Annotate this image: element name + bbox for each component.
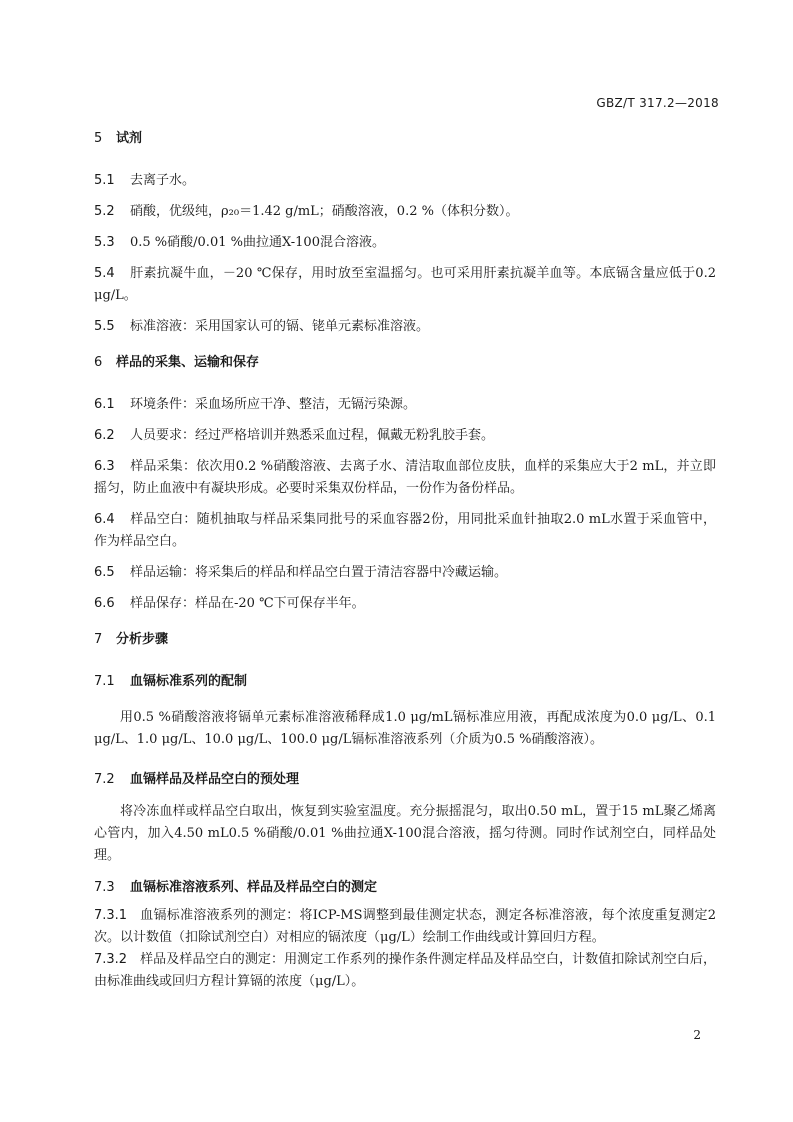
- page-number: 2: [693, 1028, 701, 1042]
- subsection-title: 血镉标准溶液系列、样品及样品空白的测定: [130, 880, 378, 895]
- section-title: 样品的采集、运输和保存: [116, 355, 260, 370]
- section-6-heading: [94, 352, 716, 374]
- clause-6-2: [94, 425, 716, 447]
- clause-number: 5.5: [94, 319, 115, 334]
- clause-5-5: [94, 316, 716, 338]
- document-body: [94, 128, 716, 993]
- clause-number: 6.4: [94, 512, 115, 527]
- clause-number: 7.3.2: [94, 952, 128, 967]
- clause-text: 样品及样品空白的测定：用测定工作系列的操作条件测定样品及样品空白，计数值扣除试剂空白后，由标准曲线或回归方程计算镉的浓度（μg/L）。: [94, 952, 716, 989]
- clause-text: 标准溶液：采用国家认可的镉、铑单元素标准溶液。: [130, 319, 430, 334]
- clause-text: 人员要求：经过严格培训并熟悉采血过程，佩戴无粉乳胶手套。: [130, 428, 495, 443]
- clause-number: 6.5: [94, 565, 115, 580]
- clause-7-3-2: [94, 949, 716, 993]
- clause-number: 6.1: [94, 397, 115, 412]
- subsection-number: 7.2: [94, 772, 115, 787]
- section-7-heading: [94, 629, 716, 651]
- clause-text: 样品空白：随机抽取与样品采集同批号的采血容器2份，用同批采血针抽取2.0 mL水置于采血管中，作为样品空白。: [94, 512, 716, 549]
- paragraph-7-2: 将冷冻血样或样品空白取出，恢复到实验室温度。充分振摇混匀，取出0.50 mL，置于15 mL聚乙烯离心管内，加入4.50 mL0.5 %硝酸/0.01 %曲拉通X-100混合溶液，摇匀待测。同时作试剂空白，同样品处理。: [94, 804, 716, 863]
- clause-6-5: [94, 562, 716, 584]
- clause-text: 样品采集：依次用0.2 %硝酸溶液、去离子水、清洁取血部位皮肤，血样的采集应大于2 mL，并立即摇匀，防止血液中有凝块形成。必要时采集双份样品，一份作为备份样品。: [94, 459, 716, 496]
- section-number: 7: [94, 632, 103, 647]
- clause-text: 环境条件：采血场所应干净、整洁，无镉污染源。: [130, 397, 417, 412]
- subsection-7-3-heading: [94, 877, 716, 899]
- clause-6-4: [94, 509, 716, 553]
- clause-number: 6.6: [94, 596, 115, 611]
- clause-text: 硝酸，优级纯，ρ₂₀＝1.42 g/mL；硝酸溶液，0.2 %（体积分数）。: [130, 204, 519, 219]
- clause-text: 样品运输：将采集后的样品和样品空白置于清洁容器中冷藏运输。: [130, 565, 508, 580]
- clause-number: 5.1: [94, 173, 115, 188]
- clause-5-2: [94, 201, 716, 223]
- clause-number: 6.2: [94, 428, 115, 443]
- subsection-title: 血镉标准系列的配制: [130, 674, 248, 689]
- subsection-7-2-heading: [94, 769, 716, 791]
- paragraph-7-1: 用0.5 %硝酸溶液将镉单元素标准溶液稀释成1.0 μg/mL镉标准应用液，再配成浓度为0.0 μg/L、0.1 μg/L、1.0 μg/L、10.0 μg/L、100.0 μg/L镉标准溶液系列（介质为0.5 %硝酸溶液）。: [94, 710, 716, 747]
- clause-6-6: [94, 593, 716, 615]
- clause-number: 5.2: [94, 204, 115, 219]
- clause-text: 样品保存：样品在-20 ℃下可保存半年。: [130, 596, 365, 611]
- clause-number: 6.3: [94, 459, 115, 474]
- clause-6-3: [94, 456, 716, 500]
- section-number: 5: [94, 131, 103, 146]
- clause-text: 去离子水。: [130, 173, 196, 188]
- subsection-number: 7.3: [94, 880, 115, 895]
- clause-5-4: [94, 263, 716, 307]
- subsection-7-1-heading: [94, 671, 716, 693]
- clause-text: 肝素抗凝牛血，－20 ℃保存，用时放至室温摇匀。也可采用肝素抗凝羊血等。本底镉含量应低于0.2 μg/L。: [94, 266, 716, 303]
- clause-7-3-1: [94, 905, 716, 949]
- section-5-heading: [94, 128, 716, 150]
- clause-number: 7.3.1: [94, 908, 128, 923]
- section-title: 分析步骤: [116, 632, 169, 647]
- clause-text: 0.5 %硝酸/0.01 %曲拉通X-100混合溶液。: [130, 235, 385, 250]
- clause-text: 血镉标准溶液系列的测定：将ICP-MS调整到最佳测定状态，测定各标准溶液，每个浓度重复测定2次。以计数值（扣除试剂空白）对相应的镉浓度（μg/L）绘制工作曲线或计算回归方程。: [94, 908, 716, 945]
- section-number: 6: [94, 355, 103, 370]
- clause-5-1: [94, 170, 716, 192]
- section-title: 试剂: [116, 131, 143, 146]
- clause-number: 5.4: [94, 266, 115, 281]
- standard-code: GBZ/T 317.2—2018: [596, 96, 719, 110]
- clause-5-3: [94, 232, 716, 254]
- clause-number: 5.3: [94, 235, 115, 250]
- subsection-title: 血镉样品及样品空白的预处理: [130, 772, 300, 787]
- subsection-number: 7.1: [94, 674, 115, 689]
- clause-6-1: [94, 394, 716, 416]
